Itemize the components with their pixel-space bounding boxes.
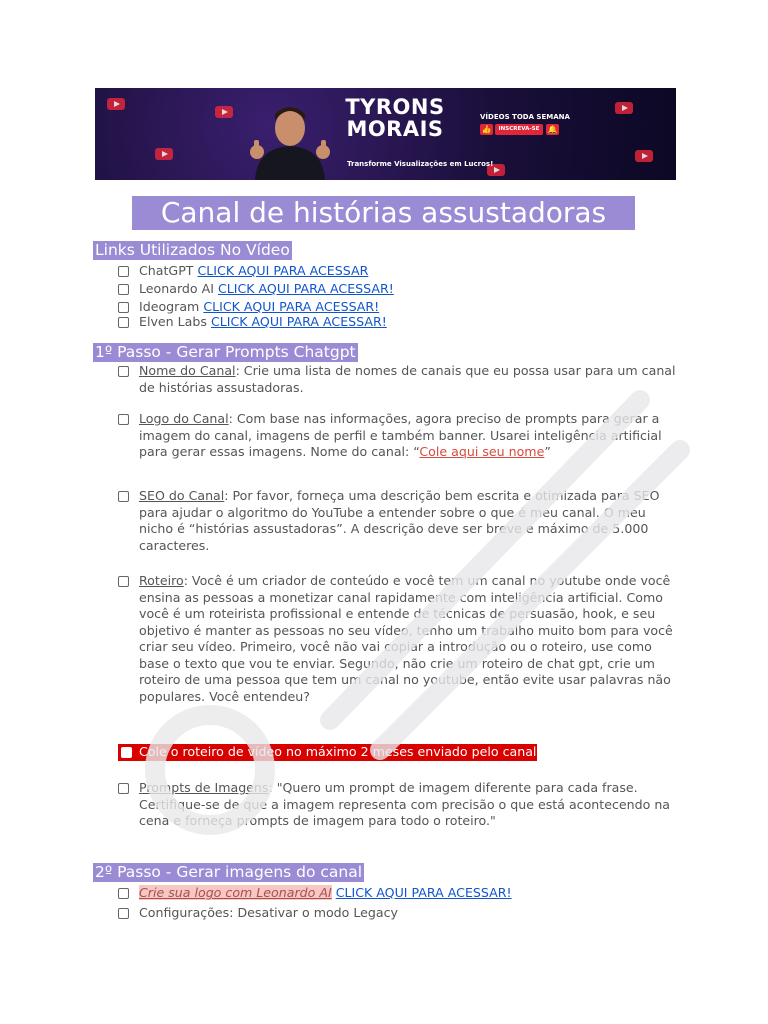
item-text: : "Quero um prompt de imagem diferente para cada frase. Certifique-se de que a imagem representa com precisão o que está acontecendo na cena e forneça prompts de imagem para todo o roteiro." [139,780,671,828]
item-label: Crie sua logo com Leonardo AI [139,885,332,900]
checkbox[interactable] [118,414,129,425]
step2-heading: 2º Passo - Gerar imagens do canal [95,863,363,881]
youtube-icon [155,148,173,160]
item-label: SEO do Canal [139,488,225,503]
list-item-logo-canal [118,411,678,477]
list-item-prompts-imagens [118,780,678,848]
youtube-icon [615,102,633,114]
banner-channel-name: TYRONS MORAIS [345,95,445,141]
chatgpt-link[interactable]: CLICK AQUI PARA ACESSAR [197,263,369,278]
youtube-icon [635,150,653,162]
banner-tagline: Transforme Visualizações em Lucros! [347,160,494,168]
banner-weekly-text: VÍDEOS TODA SEMANA [480,113,570,121]
thumbs-up-icon: 👍 [481,125,492,134]
item-text: : Crie uma lista de nomes de canais que eu possa usar para um canal de histórias assustadoras. [139,363,676,395]
elvenlabs-link[interactable]: CLICK AQUI PARA ACESSAR! [210,314,387,329]
person-photo [245,96,335,180]
youtube-icon [107,98,125,110]
youtube-icon [215,106,233,118]
checkbox[interactable] [118,576,129,587]
highlight-text: Cole o roteiro de vídeo no máximo 2 meses enviado pelo canal [139,744,537,759]
item-label: Logo do Canal [139,411,229,426]
checkbox[interactable] [118,491,129,502]
item-text: Configurações: Desativar o modo Legacy [139,905,398,920]
leonardo-link[interactable]: CLICK AQUI PARA ACESSAR! [335,885,512,900]
list-item-roteiro [118,573,678,727]
item-text: : Você é um criador de conteúdo e você tem um canal no youtube onde você ensina as pessoas a monetizar canal rapidamente com inteligência artificial. Como você é um roteirista profissional e entende de técnicas de persuasão, hook, e seu objetivo é manter as pessoas no seu vídeo, tenho um trabalho muito bom para você criar seu vídeo. Primeiro, você não vai copiar a introdução ou o roteiro, use como base o texto que vou te enviar. Segundo, não crie um roteiro de chat gpt, crie um roteiro de uma pessoa que tem um canal no youtube, então evite usar palavras não populares. Você entendeu? [139,573,673,704]
list-item-nome-canal [118,363,678,397]
leonardo-link[interactable]: CLICK AQUI PARA ACESSAR! [217,281,394,296]
item-text: : Com base nas informações, agora preciso de prompts para gerar a imagem do canal, imagens de perfil e também banner. Usarei inteligência artificial para gerar essas imagens. Nome do canal: “ [139,411,662,459]
tool-name: Leonardo AI [139,281,214,296]
checkbox[interactable] [118,908,129,919]
checkbox[interactable] [118,284,129,295]
item-label: Prompts de Imagens [139,780,269,795]
item-label: Roteiro [139,573,184,588]
checkbox[interactable] [118,317,129,328]
checkbox[interactable] [121,747,132,758]
channel-banner [95,88,676,180]
bell-icon: 🔔 [547,125,558,134]
list-item-seo-canal [118,488,678,556]
checkbox[interactable] [118,783,129,794]
step1-heading: 1º Passo - Gerar Prompts Chatgpt [95,343,356,361]
checkbox[interactable] [118,888,129,899]
checkbox[interactable] [118,366,129,377]
tool-name: Ideogram [139,299,200,314]
checkbox[interactable] [118,266,129,277]
links-heading: Links Utilizados No Vídeo [95,241,290,259]
ideogram-link[interactable]: CLICK AQUI PARA ACESSAR! [203,299,380,314]
item-text: : Por favor, forneça uma descrição bem escrita e otimizada para SEO para ajudar o algoritmo do YouTube a entender sobre o que é meu canal. O meu nicho é “histórias assustadoras”. A descrição deve ser breve e máximo de 5.000 caracteres. [139,488,660,553]
closing-quote: ” [544,444,551,459]
item-label: Nome do Canal [139,363,236,378]
checkbox[interactable] [118,302,129,313]
tool-name: Elven Labs [139,314,207,329]
banner-subscribe-button: INSCREVA-SE [495,124,543,135]
document-title: Canal de histórias assustadoras [132,196,635,230]
channel-name-placeholder-link[interactable]: Cole aqui seu nome [419,444,545,459]
tool-name: ChatGPT [139,263,194,278]
